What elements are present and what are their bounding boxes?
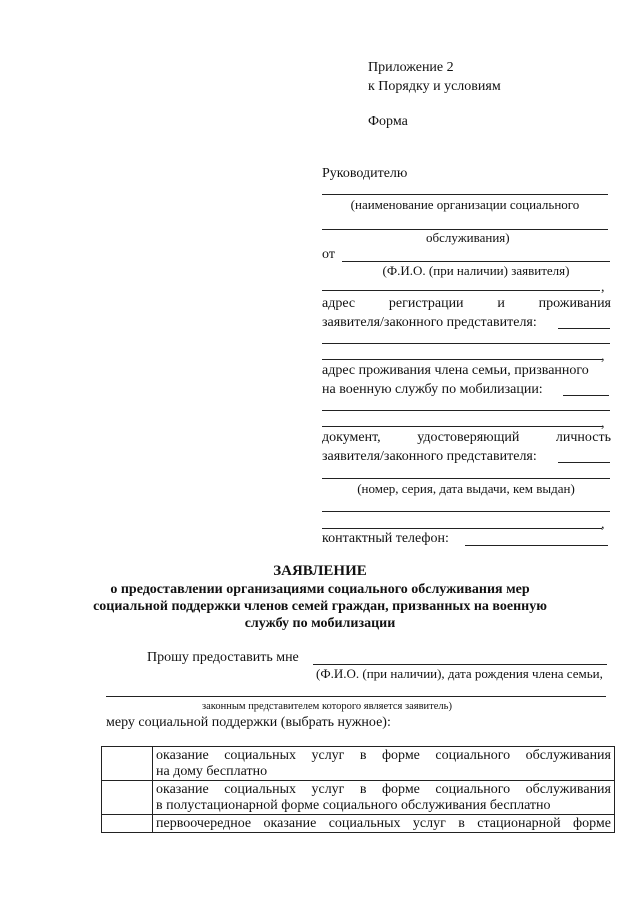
applicant-fio-line-2[interactable] [322, 290, 600, 291]
phone-line[interactable] [465, 545, 608, 546]
org-name-caption-1: (наименование организации социального [350, 197, 580, 212]
reg-address-line-inline[interactable] [558, 328, 610, 329]
comma-3: , [601, 416, 605, 431]
document-line-2[interactable] [322, 511, 610, 512]
option-3-line-1: первоочередное оказание социальных услуг в стационарной форме [156, 816, 611, 831]
option-2-line-1: оказание социальных услуг в форме социального обслуживания [156, 782, 611, 797]
member-fio-line-2[interactable] [106, 696, 606, 697]
document-label-1 [322, 429, 611, 446]
option-text-2 [153, 781, 615, 815]
reg-word-3: и [497, 296, 505, 311]
option-1-line-1: оказание социальных услуг в форме социального обслуживания [156, 748, 611, 763]
options-table [101, 746, 615, 833]
option-checkbox-2[interactable] [102, 781, 153, 815]
option-2-line-2: в полустационарной форме социального обслуживания бесплатно [156, 798, 551, 813]
option-text-1 [153, 747, 615, 781]
reg-word-4: проживания [538, 296, 611, 311]
document-line-inline[interactable] [558, 462, 610, 463]
option-row[interactable] [102, 747, 615, 781]
doc-word-1: документ, [322, 430, 381, 445]
document-label-2: заявителя/законного представителя: [322, 449, 537, 464]
comma-1: , [601, 280, 605, 295]
phone-label: контактный телефон: [322, 531, 449, 546]
reg-address-label-1 [322, 295, 611, 312]
doc-word-2: удостоверяющий [417, 430, 520, 445]
org-name-caption-2: обслуживания) [426, 230, 510, 245]
reg-word-2: регистрации [388, 296, 464, 311]
appendix-number: Приложение 2 [368, 60, 454, 75]
request-label: Прошу предоставить мне [147, 650, 299, 665]
form-label: Форма [368, 114, 408, 129]
document-subtitle-3: службу по мобилизации [244, 616, 396, 631]
from-label: от [322, 247, 335, 262]
document-subtitle-2: социальной поддержки членов семей граждан, призванных на военную [93, 599, 547, 614]
member-caption-2: законным представителем которого является заявитель) [202, 701, 452, 712]
option-1-line-2: на дому бесплатно [156, 764, 268, 779]
option-checkbox-3[interactable] [102, 815, 153, 833]
reg-address-line-1[interactable] [322, 343, 610, 344]
document-title: ЗАЯВЛЕНИЕ [273, 563, 367, 579]
reg-address-label-2: заявителя/законного представителя: [322, 315, 537, 330]
document-caption: (номер, серия, дата выдачи, кем выдан) [357, 481, 575, 496]
member-address-line-2[interactable] [322, 426, 602, 427]
document-line-1[interactable] [322, 478, 610, 479]
doc-word-3: личность [555, 430, 611, 445]
option-row[interactable] [102, 815, 615, 833]
applicant-fio-caption: (Ф.И.О. (при наличии) заявителя) [382, 263, 570, 278]
member-address-line-inline[interactable] [563, 395, 609, 396]
member-address-line-1[interactable] [322, 410, 610, 411]
document-line-3[interactable] [322, 528, 602, 529]
member-caption-1: (Ф.И.О. (при наличии), дата рождения члена семьи, [316, 666, 603, 681]
reg-word-1: адрес [322, 296, 356, 311]
member-address-label-2: на военную службу по мобилизации: [322, 382, 543, 397]
measure-label: меру социальной поддержки (выбрать нужное): [106, 715, 391, 730]
appendix-reference: к Порядку и условиям [368, 79, 501, 94]
applicant-fio-line[interactable] [342, 261, 610, 262]
option-row[interactable] [102, 781, 615, 815]
member-address-label-1: адрес проживания члена семьи, призванного [322, 363, 589, 378]
comma-4: , [601, 517, 605, 532]
member-fio-line[interactable] [313, 664, 607, 665]
option-checkbox-1[interactable] [102, 747, 153, 781]
comma-2: , [601, 349, 605, 364]
document-subtitle-1: о предоставлении организациями социального обслуживания мер [110, 582, 530, 597]
to-head-label: Руководителю [322, 166, 408, 181]
option-text-3 [153, 815, 615, 833]
org-name-line[interactable] [322, 194, 608, 195]
reg-address-line-2[interactable] [322, 359, 602, 360]
